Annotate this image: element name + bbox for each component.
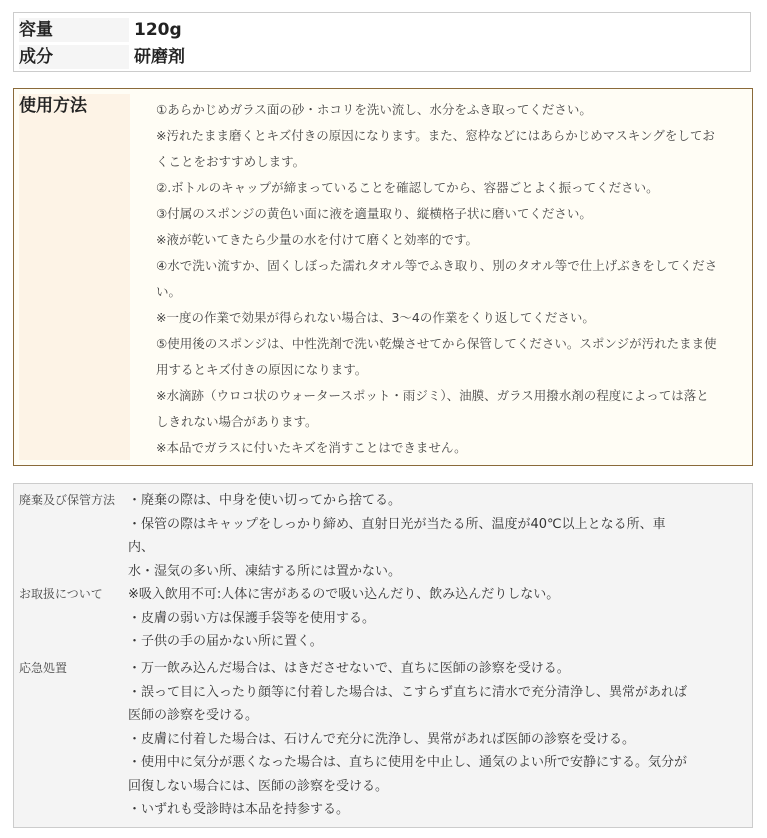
safety-line: ・使用中に気分が悪くなった場合は、直ちに使用を中止し、通気のよい所で安静にする。気分が: [128, 755, 688, 770]
usage-line: ※液が乾いてきたら少量の水を付けて磨くと効率的です。: [156, 232, 478, 247]
safety-line: ・保管の際はキャップをしっかり締め、直射日光が当たる所、温度が40℃以上となる所、車: [128, 516, 666, 532]
usage-section: [13, 88, 753, 466]
usage-line: い。: [156, 284, 182, 299]
spec-row-capacity: [19, 18, 182, 42]
usage-line: ※本品でガラスに付いたキズを消すことはできません。: [156, 440, 467, 455]
safety-line: 内、: [128, 540, 155, 555]
disposal-storage-label: 廃棄及び保管方法: [19, 493, 116, 507]
safety-line: ・万一飲み込んだ場合は、はきださせないで、直ちに医師の診察を受ける。: [128, 661, 570, 676]
first-aid-label: 応急処置: [19, 661, 68, 675]
safety-line: 水・湿気の多い所、凍結する所には置かない。: [128, 563, 402, 579]
usage-line: しきれない場合があります。: [156, 414, 318, 429]
usage-line: ④水で洗い流すか、固くしぼった濡れタオル等でふき取り、別のタオル等で仕上げぶきをしてくださ: [156, 258, 718, 273]
safety-line: ・子供の手の届かない所に置く。: [128, 634, 323, 649]
safety-section: [13, 483, 753, 828]
usage-line: ※水滴跡（ウロコ状のウォータースポット・雨ジミ）、油膜、ガラス用撥水剤の程度によっては落と: [156, 388, 709, 403]
safety-line: 回復しない場合には、医師の診察を受ける。: [128, 778, 389, 794]
usage-line: ③付属のスポンジの黄色い面に液を適量取り、縦横格子状に磨いてください。: [156, 206, 592, 221]
usage-line: ※一度の作業で効果が得られない場合は、3～4の作業をくり返してください。: [156, 310, 595, 325]
disposal-storage-body: [128, 489, 748, 583]
spec-label-capacity: 容量: [19, 18, 129, 42]
spec-value-ingredients: 研磨剤: [134, 47, 185, 67]
safety-line: ・皮膚に付着した場合は、石けんで充分に洗浄し、異常があれば医師の診察を受ける。: [128, 731, 636, 747]
spec-label-ingredients: 成分: [19, 45, 129, 69]
usage-line: 用するとキズ付きの原因になります。: [156, 362, 368, 377]
usage-line: ②.ボトルのキャップが締まっていることを確認してから、容器ごとよく振ってください。: [156, 180, 659, 195]
handling-body: [128, 583, 748, 654]
usage-line: ①あらかじめガラス面の砂・ホコリを洗い流し、水分をふき取ってください。: [156, 102, 592, 117]
usage-instructions: [156, 97, 746, 461]
safety-line: 医師の診察を受ける。: [128, 708, 259, 723]
usage-heading: 使用方法: [19, 94, 130, 460]
handling-label: お取扱について: [19, 587, 103, 601]
spec-value-capacity: 120g: [134, 20, 182, 40]
usage-line: くことをおすすめします。: [156, 154, 306, 169]
first-aid-body: [128, 657, 748, 822]
safety-line: ※吸入飲用不可:人体に害があるので吸い込んだり、飲み込んだりしない。: [128, 587, 560, 602]
safety-line: ・誤って目に入ったり顔等に付着した場合は、こすらず直ちに清水で充分清浄し、異常があれば: [128, 684, 688, 700]
safety-line: ・皮膚の弱い方は保護手袋等を使用する。: [128, 610, 376, 626]
spec-table: [13, 12, 751, 72]
usage-line: ※汚れたまま磨くとキズ付きの原因になります。また、窓枠などにはあらかじめマスキングをしてお: [156, 128, 715, 143]
usage-line: ⑤使用後のスポンジは、中性洗剤で洗い乾燥させてから保管してください。スポンジが汚れたまま使: [156, 336, 717, 351]
safety-line: ・いずれも受診時は本品を持参する。: [128, 802, 350, 817]
spec-row-ingredients: [19, 45, 185, 69]
safety-line: ・廃棄の際は、中身を使い切ってから捨てる。: [128, 493, 402, 508]
